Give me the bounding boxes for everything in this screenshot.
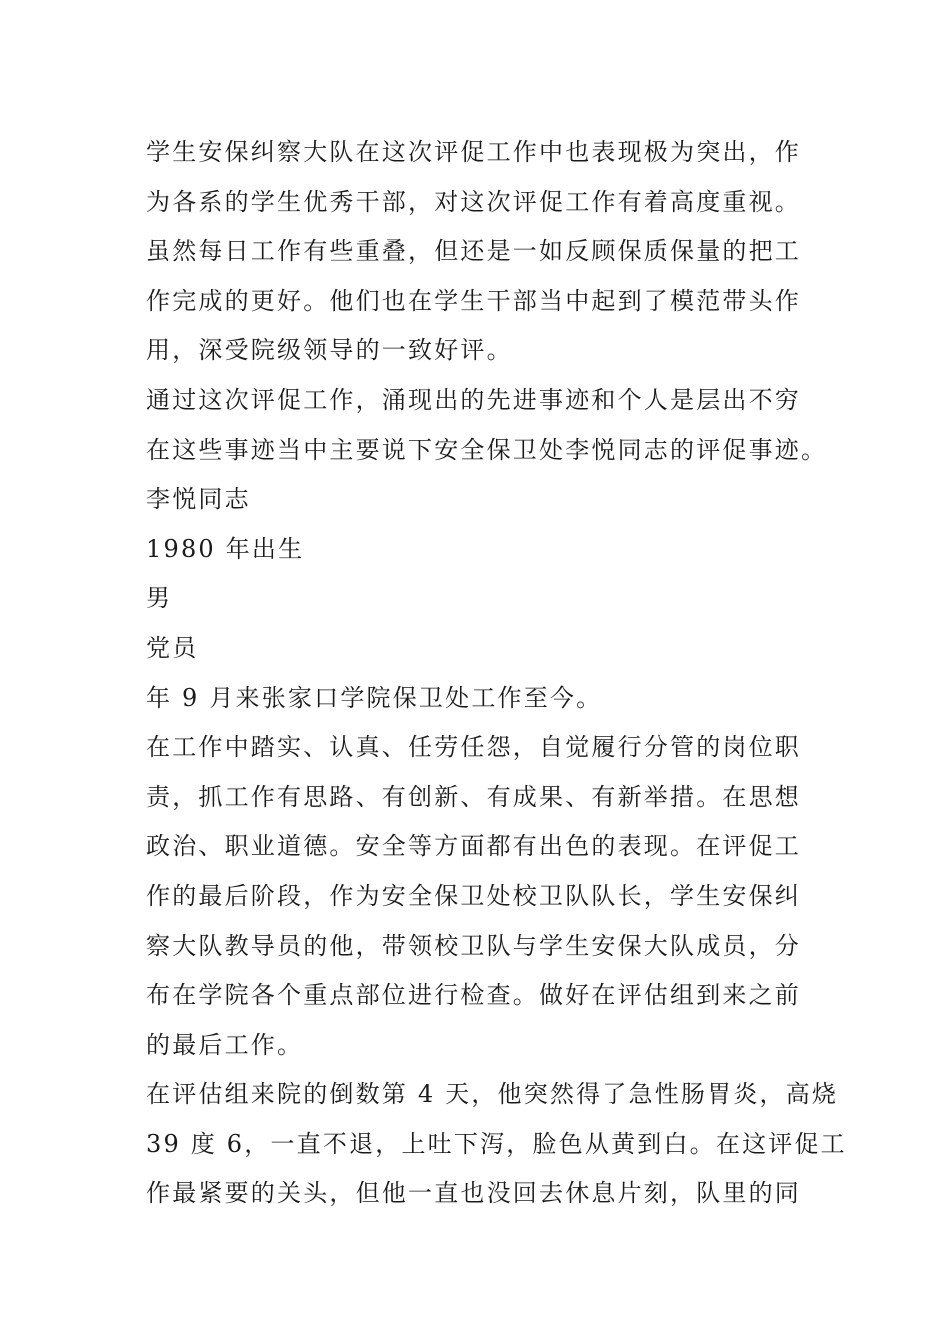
- text-line: 的最后工作。: [146, 1030, 304, 1059]
- text-line: 通过这次评促工作，涌现出的先进事迹和个人是层出不穷: [146, 385, 801, 414]
- text-line: 察大队教导员的他，带领校卫队与学生安保大队成员，分: [146, 931, 801, 960]
- text-line: 39 度 6，一直不退，上吐下泻，脸色从黄到白。在这评促工: [146, 1129, 847, 1158]
- text-line: 虽然每日工作有些重叠，但还是一如反顾保质保量的把工: [146, 237, 801, 266]
- text-line: 作的最后阶段，作为安全保卫处校卫队队长，学生安保纠: [146, 881, 801, 910]
- text-line: 作完成的更好。他们也在学生干部当中起到了模范带头作: [146, 286, 801, 315]
- text-line: 年 9 月来张家口学院保卫处工作至今。: [146, 683, 603, 712]
- text-line: 李悦同志: [146, 485, 251, 514]
- text-line: 用，深受院级领导的一致好评。: [146, 336, 513, 365]
- text-line: 1980 年出生: [146, 534, 305, 563]
- text-line: 为各系的学生优秀干部，对这次评促工作有着高度重视。: [146, 187, 801, 216]
- text-line: 作最紧要的关头，但他一直也没回去休息片刻，队里的同: [146, 1179, 801, 1208]
- text-line: 政治、职业道德。安全等方面都有出色的表现。在评促工: [146, 832, 801, 861]
- text-line: 党员: [146, 633, 199, 662]
- text-line: 在这些事迹当中主要说下安全保卫处李悦同志的评促事迹。: [146, 435, 828, 464]
- text-line: 布在学院各个重点部位进行检查。做好在评估组到来之前: [146, 981, 801, 1010]
- text-line: 在评估组来院的倒数第 4 天，他突然得了急性肠胃炎，高烧: [146, 1080, 839, 1109]
- text-line: 在工作中踏实、认真、任劳任怨，自觉履行分管的岗位职: [146, 733, 801, 762]
- text-line: 男: [146, 584, 173, 613]
- document-body: [146, 128, 847, 1219]
- text-line: 学生安保纠察大队在这次评促工作中也表现极为突出，作: [146, 138, 801, 166]
- text-line: 责，抓工作有思路、有创新、有成果、有新举措。在思想: [146, 782, 801, 811]
